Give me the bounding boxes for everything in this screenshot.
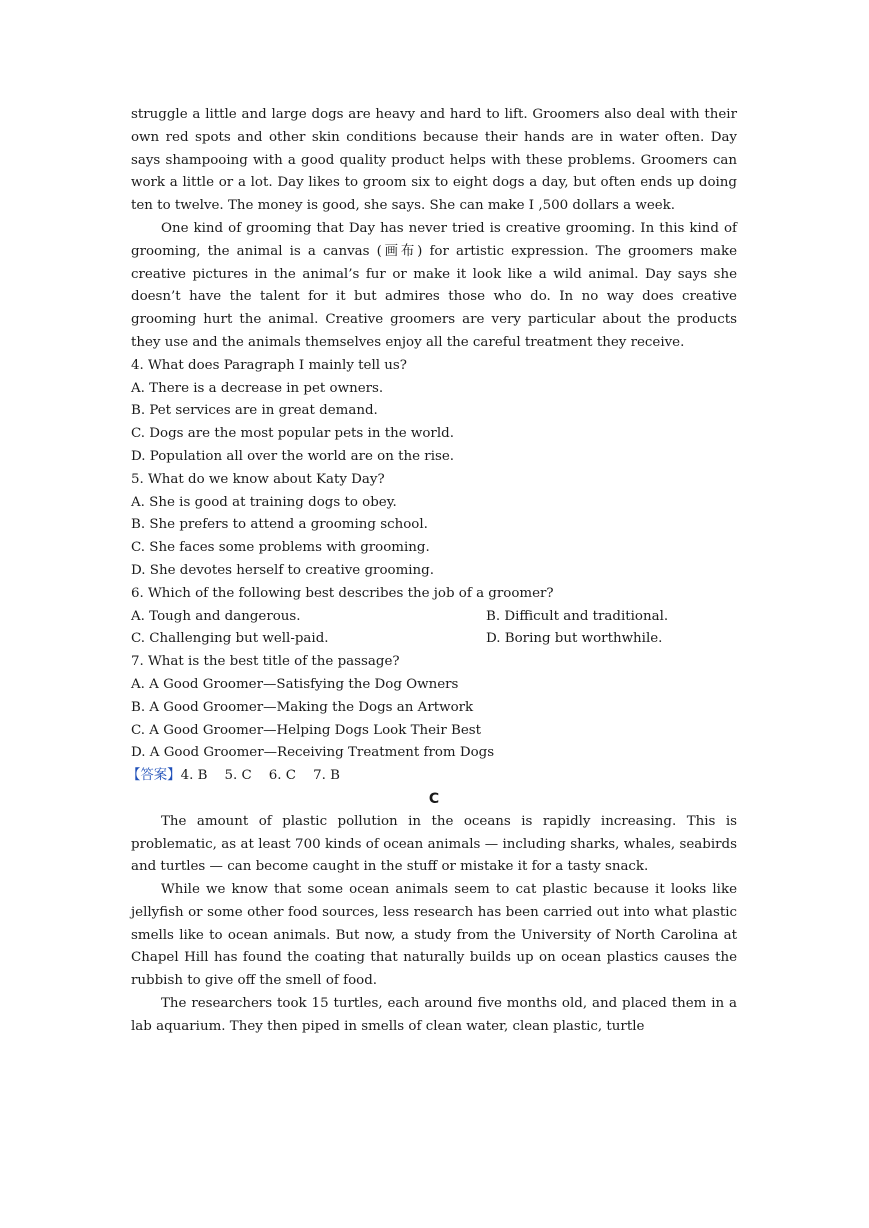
passage-c-paragraph: The researchers took 15 turtles, each around five months old, and placed them in a lab aquarium. They then piped in smells of clean water, clean plastic, turtle [131,996,737,1034]
question-stem: 6. Which of the following best describes the job of a groomer? [131,585,554,601]
section-heading: C [428,790,440,807]
answer-key [127,765,737,788]
option-d: D. She devotes herself to creative grooming. [131,562,434,578]
option-d: D. Boring but worthwhile. [486,631,663,647]
option-a: A. Tough and dangerous. [131,608,301,624]
passage-b-paragraph: struggle a little and large dogs are heavy and hard to lift. Groomers also deal with their own red spots and other skin conditions because their hands are in water often. Day says shampooing with a good quality product helps with these problems. Groomers can work a little or a lot. Day likes to groom six to eight dogs a day, but often ends up doing ten to twelve. The money is good, she says. She can make I ,500 dollars a week. [131,107,737,214]
passage-c-paragraph: While we know that some ocean animals seem to cat plastic because it looks like jellyfish or some other food sources, less research has been carried out into what plastic smells like to ocean animals. But now, a study from the University of North Carolina at Chapel Hill has found the coating that naturally builds up on ocean plastics causes the rubbish to give off the smell of food. [131,882,737,989]
question-7 [131,651,737,765]
option-row [131,628,737,651]
option-b: B. Pet services are in great demand. [131,403,378,419]
option-b: B. A Good Groomer—Making the Dogs an Artwork [131,699,474,715]
question-5 [131,469,737,583]
option-row [131,606,737,629]
answer-text: 4. B 5. C 6. C 7. B [180,768,340,784]
question-stem: 7. What is the best title of the passage? [131,654,400,670]
question-stem: 4. What does Paragraph I mainly tell us? [131,357,407,373]
option-b: B. Difficult and traditional. [486,608,669,624]
option-c: C. She faces some problems with grooming. [131,540,430,556]
document-page [127,104,737,1039]
question-6 [131,583,737,651]
passage-b-paragraph: One kind of grooming that Day has never tried is creative grooming. In this kind of grooming, the animal is a canvas (画布) for artistic expression. The groomers make creative pictures in the animal’s fur or make it look like a wild animal. Day says she doesn’t have the talent for it but admires those who do. In no way does creative grooming hurt the animal. Creative groomers are very particular about the products they use and the animals themselves enjoy all the careful treatment they receive. [131,220,737,350]
option-d: D. Population all over the world are on the rise. [131,448,455,464]
answer-label: 【答案】 [127,768,181,784]
question-4 [131,355,737,469]
option-a: A. There is a decrease in pet owners. [131,380,384,396]
option-d: D. A Good Groomer—Receiving Treatment from Dogs [131,745,495,761]
option-a: A. She is good at training dogs to obey. [131,494,397,510]
option-a: A. A Good Groomer—Satisfying the Dog Owners [131,676,459,692]
option-c: C. Challenging but well-paid. [131,631,329,647]
option-c: C. A Good Groomer—Helping Dogs Look Their Best [131,722,482,738]
option-b: B. She prefers to attend a grooming school. [131,517,428,533]
passage-c-paragraph: The amount of plastic pollution in the oceans is rapidly increasing. This is problematic, as at least 700 kinds of ocean animals — including sharks, whales, seabirds and turtles — can become caught in the stuff or mistake it for a tasty snack. [131,813,737,875]
option-c: C. Dogs are the most popular pets in the world. [131,426,454,442]
question-stem: 5. What do we know about Katy Day? [131,471,385,487]
